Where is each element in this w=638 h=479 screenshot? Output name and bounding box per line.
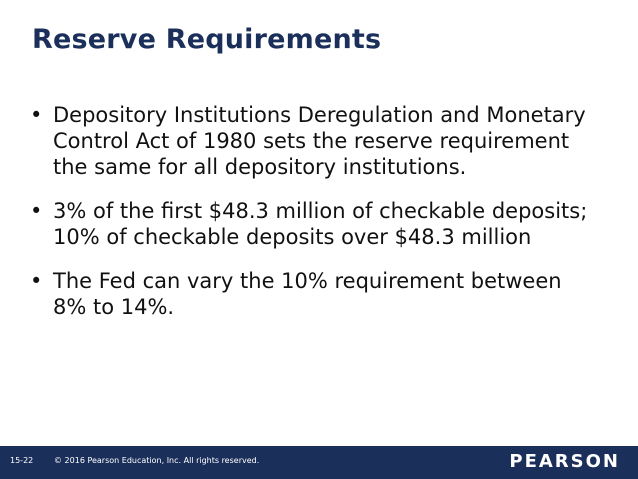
bullet-text: The Fed can vary the 10% requirement between 8% to 14%. [53, 269, 562, 319]
bullet-marker: • [30, 269, 43, 293]
bullet-item [30, 102, 600, 180]
bullet-marker: • [30, 199, 43, 223]
slide-title: Reserve Requirements [32, 24, 382, 55]
bullet-text: 3% of the first $48.3 million of checkable deposits; 10% of checkable deposits over $48.3 million [53, 199, 588, 249]
page-number: 15-22 [10, 456, 34, 465]
bullet-item [30, 268, 600, 320]
footer-bar [0, 446, 638, 479]
bullet-item [30, 198, 600, 250]
copyright-notice: © 2016 Pearson Education, Inc. All rights reserved. [54, 456, 260, 465]
bullet-list [30, 102, 600, 338]
bullet-text: Depository Institutions Deregulation and Monetary Control Act of 1980 sets the reserve requirement the same for all depository institutions. [53, 103, 586, 179]
bullet-marker: • [30, 103, 43, 127]
pearson-logo: PEARSON [509, 451, 620, 472]
